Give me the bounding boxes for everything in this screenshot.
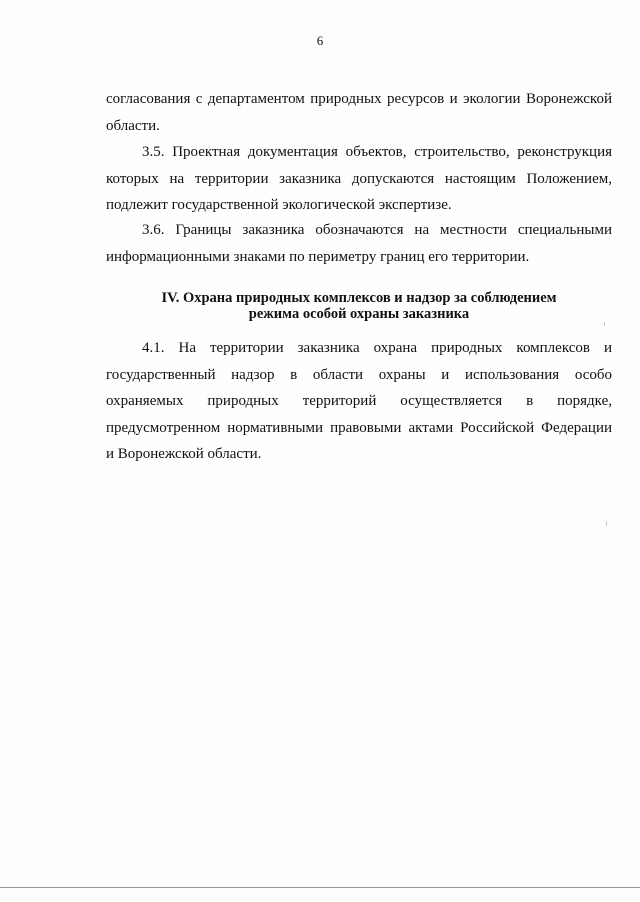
paragraph-3-5	[106, 139, 612, 219]
paragraph-4-1-line-2: государственный надзор в области охраны и использования особо	[106, 366, 612, 383]
paragraph-3-6-text: 3.6. Границы заказника обозначаются на местности специальными информационными знаками по периметру границ его территории.	[106, 222, 612, 265]
continuation-paragraph	[106, 86, 612, 139]
section-heading-line-1: IV. Охрана природных комплексов и надзор за соблюдением	[161, 290, 557, 306]
scan-mark	[606, 521, 607, 526]
scan-bottom-edge	[0, 887, 640, 888]
continuation-line-2: области.	[106, 117, 160, 134]
paragraph-3-5-text: 3.5. Проектная документация объектов, строительство, реконструкция которых на территории заказника допускаются настоящим Положением, подлежит государственной экологической экспертизе.	[106, 144, 612, 213]
scan-mark	[604, 322, 605, 326]
section-heading	[106, 290, 612, 322]
paragraph-4-1-line-5: и Воронежской области.	[106, 446, 262, 462]
page-number: 6	[316, 33, 324, 48]
paragraph-4-1-line-4: предусмотренном нормативными правовыми актами Российской Федерации	[106, 419, 612, 436]
paragraph-4-1	[106, 335, 612, 468]
paragraph-4-1-line-1: 4.1. На территории заказника охрана природных комплексов и	[142, 340, 612, 356]
paragraph-3-6	[106, 217, 612, 270]
section-heading-line-2: режима особой охраны заказника	[248, 306, 470, 322]
continuation-line-1: согласования с департаментом природных ресурсов и экологии Воронежской	[106, 91, 612, 107]
paragraph-4-1-line-3: охраняемых природных территорий осуществляется в порядке,	[106, 393, 612, 409]
